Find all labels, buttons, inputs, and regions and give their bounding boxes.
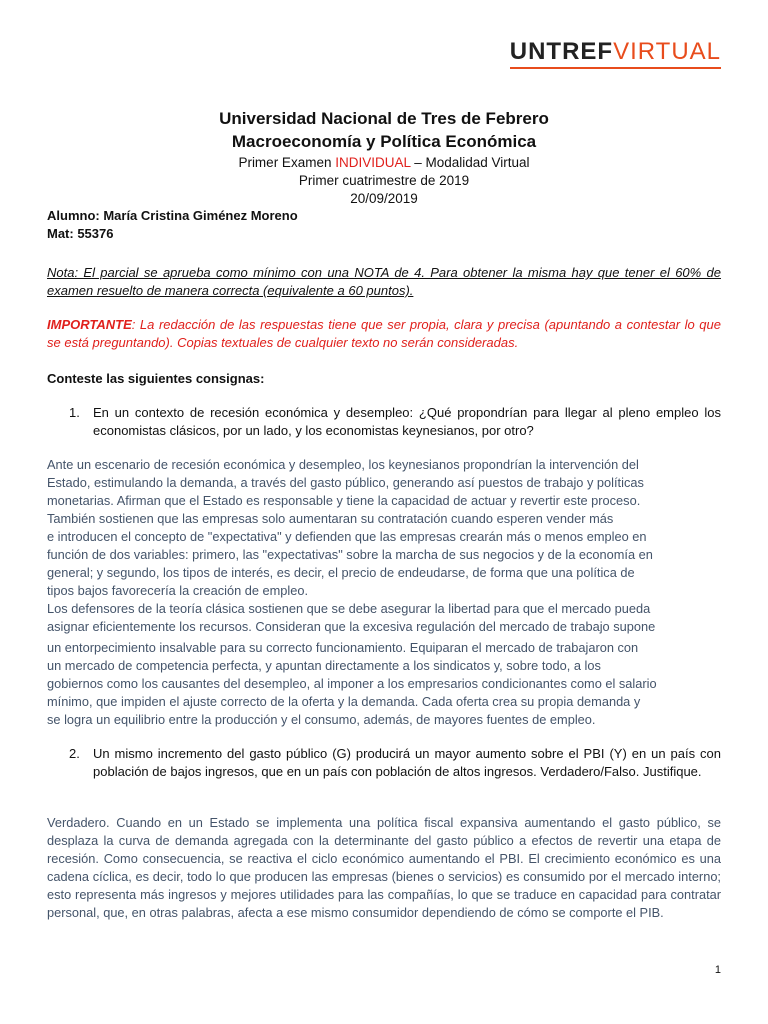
answer-line: mínimo, que impiden el ajuste correcto de la oferta y la demanda. Cada oferta crea su propia demanda y: [47, 694, 641, 709]
answer-line: un mercado de competencia perfecta, y apuntan directamente a los sindicatos y, sobre todo, a los: [47, 658, 601, 673]
question-text: En un contexto de recesión económica y desempleo: ¿Qué propondrían para llegar al pleno empleo los economistas clásicos, por un lado, y los economistas keynesianos, por otro?: [93, 405, 721, 438]
exam-term: Primer cuatrimestre de 2019: [298, 173, 470, 188]
university-title: Universidad Nacional de Tres de Febrero: [219, 109, 549, 128]
answer-line: Los defensores de la teoría clásica sostienen que se debe asegurar la libertad para que el mercado pueda: [47, 601, 651, 616]
untref-virtual-logo: UNTREFVIRTUAL: [510, 38, 721, 69]
student-info: [47, 207, 721, 243]
exam-type: Primer Examen INDIVIDUAL – Modalidad Virtual: [238, 155, 530, 170]
answer-line: gobiernos como los causantes del desempleo, al imponer a los empresarios condicionantes como el salario: [47, 676, 657, 691]
answer-line: e introducen el concepto de "expectativa" y defienden que las empresas crearán más o menos empleo en: [47, 529, 647, 544]
question-1: [69, 404, 721, 440]
important-notice: IMPORTANTE: La redacción de las respuestas tiene que ser propia, clara y precisa (apuntando a contestar lo que se está preguntando). Copias textuales de cualquier texto no serán consideradas.: [47, 317, 721, 350]
student-name: Alumno: María Cristina Giménez Moreno: [47, 208, 298, 223]
answer-line: Estado, estimulando la demanda, a través del gasto público, generando así puestos de trabajo y políticas: [47, 475, 644, 490]
answer-1: [47, 456, 721, 729]
instructions-heading: Conteste las siguientes consignas:: [47, 371, 265, 386]
question-2: [69, 745, 721, 781]
student-mat: Mat: 55376: [47, 226, 114, 241]
answer-line: asignar eficientemente los recursos. Consideran que la excesiva regulación del mercado de trabajo supone: [47, 619, 656, 634]
answer-line: un entorpecimiento insalvable para su correcto funcionamiento. Equiparan el mercado de trabajaron con: [47, 640, 639, 655]
document-header: [0, 108, 768, 208]
question-number: 1.: [69, 405, 80, 420]
answer-line: se logra un equilibrio entre la producción y el consumo, además, de mayores fuentes de empleo.: [47, 712, 596, 727]
course-title: Macroeconomía y Política Económica: [231, 132, 537, 151]
answer-2: Verdadero. Cuando en un Estado se implementa una política fiscal expansiva aumentando el gasto público, se desplaza la curva de demanda agregada con la determinante del gasto público a efectos de revertir una etapa de recesión. Como consecuencia, se reactiva el ciclo económico aumentando el PBI. El crecimiento económico es una cadena cíclica, es decir, todo lo que producen las empresas (bienes o servicios) es consumido por el mercado interno; esto representa más ingresos y mejores utilidades para las compañías, lo que se traduce en capacidad para contratar personal, que, en otras palabras, afecta a ese mismo consumidor dependiendo de cómo se comporte el PIB.: [47, 815, 721, 920]
answer-line: general; y segundo, los tipos de interés, es decir, el precio de endeudarse, de forma que una política de: [47, 565, 635, 580]
question-number: 2.: [69, 746, 80, 761]
exam-individual-highlight: INDIVIDUAL: [335, 155, 411, 170]
page-number: 1: [714, 964, 721, 976]
answer-line: función de dos variables: primero, las "expectativas" sobre la marcha de sus negocios y de la economía en: [47, 547, 653, 562]
answer-line: monetarias. Afirman que el Estado es responsable y tiene la capacidad de actuar y revertir este proceso.: [47, 493, 641, 508]
exam-date: 20/09/2019: [350, 191, 418, 206]
exam-note: Nota: El parcial se aprueba como mínimo con una NOTA de 4. Para obtener la misma hay que tener el 60% de examen resuelto de manera correcta (equivalente a 60 puntos).: [47, 265, 721, 298]
answer-line: Ante un escenario de recesión económica y desempleo, los keynesianos propondrían la intervención del: [47, 457, 639, 472]
answer-line: También sostienen que las empresas solo aumentaran su contratación cuando esperen vender más: [47, 511, 614, 526]
answer-line: tipos bajos favorecería la creación de empleo.: [47, 583, 309, 598]
question-text: Un mismo incremento del gasto público (G) producirá un mayor aumento sobre el PBI (Y) en un país con población de bajos ingresos, que en un país con población de altos ingresos. Verdadero/Falso. Justifique.: [93, 746, 721, 779]
